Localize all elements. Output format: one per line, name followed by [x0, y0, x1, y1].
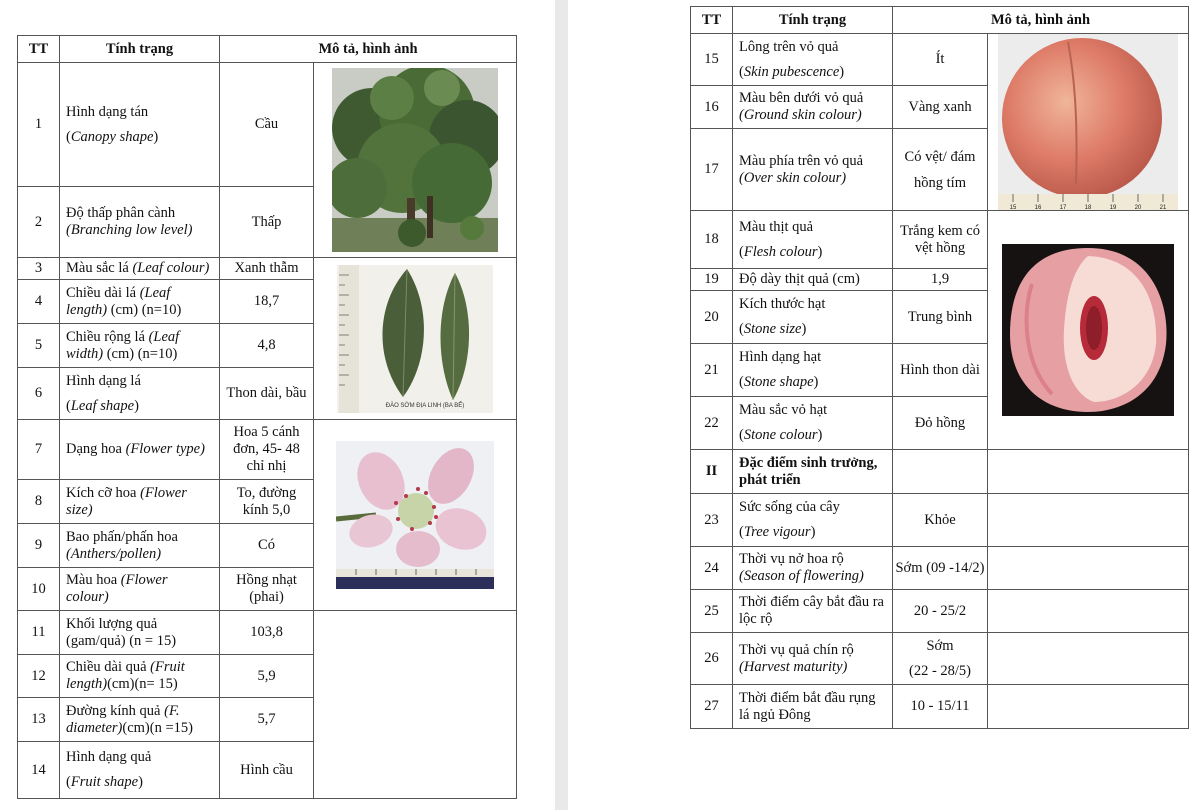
trait-name: Độ dày thịt quả (cm) [733, 269, 893, 291]
header-tt: TT [18, 36, 60, 63]
trait-value: 1,9 [893, 269, 988, 291]
row-number: 6 [18, 368, 60, 420]
trait-en: F. diameter [66, 702, 180, 736]
trait-name: Dạng hoa (Flower type) [60, 420, 220, 480]
empty-cell [988, 685, 1189, 729]
trait-name: Sức sống của cây (Tree vigour) [733, 494, 893, 547]
trait-value: 18,7 [220, 280, 314, 324]
row-number: 27 [691, 685, 733, 729]
table-row [18, 63, 517, 187]
trait-suffix: (cm)(n= 15) [107, 676, 178, 692]
trait-value: 5,9 [220, 655, 314, 698]
peach-cross-section-cell [988, 211, 1189, 450]
peach-photo-cell [988, 34, 1189, 211]
header-trait: Tính trạng [733, 7, 893, 34]
trait-vi: Hình dạng hạt [739, 349, 822, 365]
trait-en: Canopy shape [70, 128, 154, 145]
trait-name: Kích thước hạt (Stone size) [733, 291, 893, 344]
trait-name: Hình dạng hạt (Stone shape) [733, 344, 893, 397]
peach-fruit-photo [998, 34, 1178, 210]
row-number: 13 [18, 698, 60, 742]
row-number: 10 [18, 568, 60, 611]
trait-value: 103,8 [220, 611, 314, 655]
trait-vi: Hình dạng lá [66, 372, 141, 389]
tree-photo-cell [314, 63, 517, 258]
table-row [691, 547, 1189, 590]
trait-en: Stone colour [743, 427, 818, 443]
trait-value: Có [220, 524, 314, 568]
leaf-photo-caption: ĐÀO SỚM ĐỊA LINH (BA BỂ) [385, 402, 465, 409]
table-row [691, 590, 1189, 633]
trait-vi: Màu bên dưới vỏ quả [739, 90, 864, 106]
trait-suffix: (cm)(n =15) [122, 719, 193, 736]
trait-value: Ít [893, 34, 988, 86]
trait-vi: Kích thước hạt [739, 296, 826, 312]
header-trait: Tính trạng [60, 36, 220, 63]
trait-table-right [690, 6, 1189, 729]
trait-name: Thời vụ nở hoa rộ (Season of flowering) [733, 547, 893, 590]
trait-name: Đường kính quả (F. diameter)(cm)(n =15) [60, 698, 220, 742]
trait-vi: Màu phía trên vỏ quả [739, 152, 864, 169]
trait-name: Màu sắc lá (Leaf colour) [60, 258, 220, 280]
trait-en: Fruit length [66, 659, 185, 692]
trait-value: 20 - 25/2 [893, 590, 988, 633]
trait-name: Khối lượng quả (gam/quả) (n = 15) [60, 611, 220, 655]
table-row [691, 34, 1189, 86]
trait-name: Chiều dài quả (Fruit length)(cm)(n= 15) [60, 655, 220, 698]
header-description: Mô tả, hình ảnh [893, 7, 1189, 34]
trait-value: Có vệt/ đám hồng tím [893, 129, 988, 211]
trait-value: 4,8 [220, 324, 314, 368]
trait-vi: Lông trên vỏ quả [739, 38, 839, 55]
trait-name: Chiều dài lá (Leaf length) (cm) (n=10) [60, 280, 220, 324]
row-number: 4 [18, 280, 60, 324]
trait-vi: Sức sống của cây [739, 499, 840, 515]
empty-photo-cell [314, 611, 517, 799]
trait-vi: Bao phấn/phấn hoa [66, 528, 178, 545]
trait-value: Khỏe [893, 494, 988, 547]
row-number: 22 [691, 397, 733, 450]
trait-value-line2: (22 - 28/5) [908, 662, 971, 679]
trait-suffix: (cm) (n=10) [110, 301, 182, 318]
trait-vi: Hình dạng tán [66, 103, 149, 120]
trait-name: Thời điểm cây bắt đầu ra lộc rộ [733, 590, 893, 633]
trait-vi: Thời vụ quả chín rộ [739, 641, 854, 658]
table-row [691, 211, 1189, 269]
trait-vi: Màu sắc lá [66, 260, 129, 276]
trait-en: Leaf width [66, 328, 180, 362]
trait-name: Thời vụ quả chín rộ (Harvest maturity) [733, 633, 893, 685]
header-description: Mô tả, hình ảnh [220, 36, 517, 63]
row-number: 7 [18, 420, 60, 480]
tree-canopy-photo [332, 68, 498, 252]
trait-en: Tree vigour [743, 524, 811, 540]
row-number: 26 [691, 633, 733, 685]
trait-vi: Độ thấp phân cành [66, 205, 176, 221]
trait-en: Leaf length [66, 284, 171, 318]
ruler-digit: 18 [1084, 205, 1092, 210]
table-row [18, 258, 517, 280]
trait-en: Anthers/pollen [70, 545, 157, 562]
row-number: 19 [691, 269, 733, 291]
trait-value: Trung bình [893, 291, 988, 344]
trait-name: Màu hoa (Flower colour) [60, 568, 220, 611]
row-number: 18 [691, 211, 733, 269]
trait-value: Cầu [220, 63, 314, 187]
trait-value: 10 - 15/11 [893, 685, 988, 729]
ruler-digit: 17 [1059, 205, 1067, 210]
table-row [18, 420, 517, 480]
row-number: 15 [691, 34, 733, 86]
row-number: 12 [18, 655, 60, 698]
trait-value: To, đường kính 5,0 [220, 480, 314, 524]
trait-vi: Thời vụ nở hoa rộ [739, 551, 844, 567]
trait-value-line1: Sớm [926, 637, 954, 654]
trait-en: Stone size [743, 321, 802, 337]
trait-en: Ground skin colour [743, 107, 857, 123]
trait-value: Xanh thẫm [220, 258, 314, 280]
trait-name: Kích cỡ hoa (Flower size) [60, 480, 220, 524]
trait-name: Độ thấp phân cành (Branching low level) [60, 187, 220, 258]
ruler-digit: 19 [1109, 205, 1117, 210]
trait-vi: Hình dạng quả [66, 749, 152, 765]
trait-name: Màu phía trên vỏ quả (Over skin colour) [733, 129, 893, 211]
trait-en: Flesh colour [743, 243, 818, 260]
trait-value: Hoa 5 cánh đơn, 45- 48 chỉ nhị [220, 420, 314, 480]
trait-value [893, 633, 988, 685]
ruler-digit: 15 [1009, 205, 1017, 210]
empty-cell [893, 450, 988, 494]
trait-value: Hồng nhạt (phai) [220, 568, 314, 611]
ruler-digit: 16 [1034, 205, 1042, 210]
table-row [691, 633, 1189, 685]
table-header [18, 36, 517, 63]
header-tt: TT [691, 7, 733, 34]
trait-name: Hình dạng tán (Canopy shape) [60, 63, 220, 187]
trait-name: Chiều rộng lá (Leaf width) (cm) (n=10) [60, 324, 220, 368]
trait-en: Skin pubescence [743, 63, 840, 80]
empty-cell [988, 450, 1189, 494]
empty-cell [988, 547, 1189, 590]
trait-en: Leaf colour [137, 260, 205, 276]
row-number: 14 [18, 742, 60, 799]
table-header [691, 7, 1189, 34]
row-number: 11 [18, 611, 60, 655]
trait-en: Fruit shape [70, 774, 139, 790]
trait-vi: Chiều dài lá [66, 284, 137, 301]
trait-vi: Chiều rộng lá [66, 328, 145, 345]
row-number: 1 [18, 63, 60, 187]
section-title: Đặc điểm sinh trưởng, phát triển [733, 450, 893, 494]
trait-value: Đỏ hồng [893, 397, 988, 450]
trait-vi: Màu hoa [66, 572, 118, 588]
trait-vi: Chiều dài quả [66, 659, 147, 675]
row-number: 8 [18, 480, 60, 524]
trait-value: 5,7 [220, 698, 314, 742]
trait-name: Màu bên dưới vỏ quả (Ground skin colour) [733, 86, 893, 129]
trait-value: Sớm (09 -14/2) [893, 547, 988, 590]
empty-cell [988, 633, 1189, 685]
section-header-row [691, 450, 1189, 494]
flower-photo-cell [314, 420, 517, 611]
trait-en: Flower size [66, 484, 187, 518]
trait-name: Bao phấn/phấn hoa (Anthers/pollen) [60, 524, 220, 568]
trait-name: Màu thịt quả (Flesh colour) [733, 211, 893, 269]
trait-vi: Dạng hoa [66, 441, 122, 457]
peach-cross-section-photo [1002, 244, 1174, 416]
empty-cell [988, 494, 1189, 547]
trait-name: Màu sắc vỏ hạt (Stone colour) [733, 397, 893, 450]
row-number: 16 [691, 86, 733, 129]
ruler-digit: 21 [1159, 205, 1167, 210]
section-number: II [691, 450, 733, 494]
trait-en: Stone shape [743, 374, 814, 390]
row-number: 20 [691, 291, 733, 344]
trait-en: Flower type [130, 441, 201, 457]
row-number: 21 [691, 344, 733, 397]
trait-vi: Màu thịt quả [739, 218, 814, 235]
row-number: 17 [691, 129, 733, 211]
flower-photo [336, 441, 494, 589]
trait-table-left [17, 35, 517, 799]
row-number: 2 [18, 187, 60, 258]
row-number: 25 [691, 590, 733, 633]
trait-en: Season of flowering [743, 568, 860, 584]
trait-value: Thấp [220, 187, 314, 258]
trait-en: Leaf shape [70, 397, 135, 414]
trait-value: Trắng kem có vệt hồng [893, 211, 988, 269]
trait-name: Hình dạng lá (Leaf shape) [60, 368, 220, 420]
row-number: 5 [18, 324, 60, 368]
row-number: 3 [18, 258, 60, 280]
trait-vi: Màu sắc vỏ hạt [739, 402, 828, 418]
trait-value: Thon dài, bầu [220, 368, 314, 420]
row-number: 23 [691, 494, 733, 547]
trait-en: Harvest maturity [743, 658, 843, 675]
trait-name: Thời điểm bắt đầu rụng lá ngủ Đông [733, 685, 893, 729]
row-number: 24 [691, 547, 733, 590]
leaf-photo-cell [314, 258, 517, 420]
leaf-photo [337, 265, 493, 413]
trait-name: Lông trên vỏ quả (Skin pubescence) [733, 34, 893, 86]
trait-en: Branching low level [70, 222, 188, 238]
table-row [691, 494, 1189, 547]
trait-en: Flower colour [66, 572, 168, 605]
empty-cell [988, 590, 1189, 633]
trait-vi: Kích cỡ hoa [66, 484, 137, 501]
trait-value: Hình cầu [220, 742, 314, 799]
table-row [18, 611, 517, 655]
trait-suffix: (cm) (n=10) [106, 345, 178, 362]
trait-en: Over skin colour [743, 169, 842, 186]
row-number: 9 [18, 524, 60, 568]
trait-value: Vàng xanh [893, 86, 988, 129]
table-row [691, 685, 1189, 729]
trait-name: Hình dạng quả (Fruit shape) [60, 742, 220, 799]
trait-value: Hình thon dài [893, 344, 988, 397]
ruler-digit: 20 [1134, 205, 1142, 210]
trait-vi: Đường kính quả [66, 702, 161, 719]
